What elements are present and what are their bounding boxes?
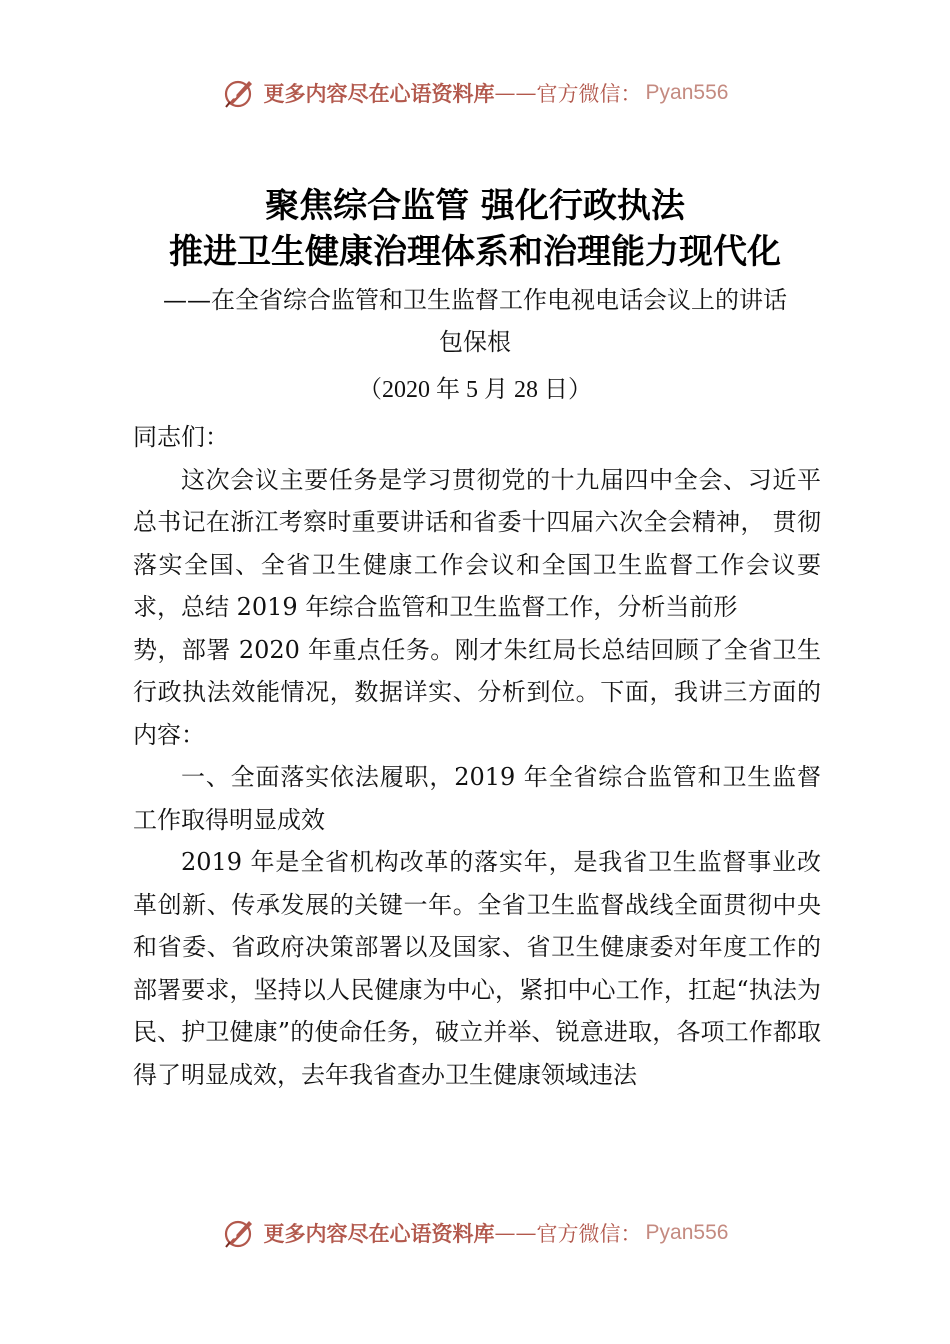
- watermark-account: Pyan556: [645, 1221, 729, 1244]
- watermark-library-text: 更多内容尽在心语资料库: [263, 81, 495, 106]
- watermark-dash: ——: [494, 1221, 537, 1245]
- section-heading-1: 一、全面落实依法履职，2019 年全省综合监管和卫生监督工作取得明显成效: [133, 763, 821, 834]
- watermark-banner-top: [0, 73, 950, 113]
- watermark-account: Pyan556: [645, 81, 729, 104]
- watermark-wechat-label: 官方微信：: [536, 82, 642, 106]
- title-line-2: 推进卫生健康治理体系和治理能力现代化: [169, 232, 781, 272]
- speech-date: （2020 年 5 月 28 日）: [358, 377, 592, 403]
- quill-logo-icon: [222, 76, 256, 110]
- paragraph-1: 这次会议主要任务是学习贯彻党的十九届四中全会、习近平总书记在浙江考察时重要讲话和省委十四届六次全会精神， 贯彻落实全国、全省卫生健康工作会议和全国卫生监督工作会议要求，总结 2019 年综合监管和卫生监督工作，分析当前形: [133, 465, 821, 621]
- paragraph-2: 势，部署 2020 年重点任务。刚才朱红局长总结回顾了全省卫生行政执法效能情况，数据详实、分析到位。下面，我讲三方面的内容：: [133, 635, 821, 749]
- salutation: 同志们：: [133, 423, 229, 451]
- paragraph-3: 2019 年是全省机构改革的落实年，是我省卫生监督事业改革创新、传承发展的关键一年。全省卫生监督战线全面贯彻中央和省委、省政府决策部署以及国家、省卫生健康委对年度工作的部署要求，坚持以人民健康为中心，紧扣中心工作，扛起“执法为民、护卫健康”的使命任务，破立并举、锐意进取，各项工作都取得了明显成效，去年我省查办卫生健康领域违法: [133, 848, 821, 1089]
- watermark-banner-bottom: [0, 1213, 950, 1253]
- watermark-library-text: 更多内容尽在心语资料库: [263, 1221, 495, 1246]
- title-line-1: 聚焦综合监管 强化行政执法: [265, 186, 685, 226]
- document-body: [133, 416, 821, 1096]
- author: 包保根: [439, 328, 511, 356]
- watermark-wechat-label: 官方微信：: [536, 1222, 642, 1246]
- subtitle: ——在全省综合监管和卫生监督工作电视电话会议上的讲话: [163, 286, 787, 314]
- quill-logo-icon: [222, 1216, 256, 1250]
- watermark-dash: ——: [494, 81, 537, 105]
